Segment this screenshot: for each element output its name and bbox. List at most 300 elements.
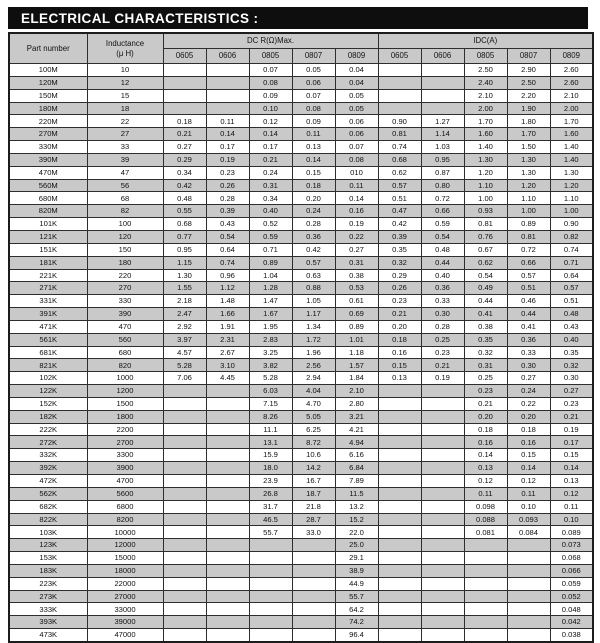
part-number-cell: 473K	[9, 629, 87, 642]
part-number-cell: 150M	[9, 89, 87, 102]
dcr-value-cell: 0.11	[335, 179, 378, 192]
col-header-inductance	[87, 33, 163, 64]
dcr-value-cell: 0.31	[249, 179, 292, 192]
idc-value-cell: 0.11	[464, 487, 507, 500]
idc-value-cell: 0.57	[378, 179, 421, 192]
table-row	[9, 629, 593, 642]
size-header-idc-0606: 0606	[421, 49, 464, 64]
dcr-value-cell: 10.6	[292, 449, 335, 462]
idc-value-cell: 0.14	[464, 449, 507, 462]
part-number-cell: 470M	[9, 166, 87, 179]
inductance-label-line1: Inductance	[105, 38, 145, 48]
dcr-value-cell	[249, 539, 292, 552]
dcr-value-cell: 25.0	[335, 539, 378, 552]
table-row	[9, 487, 593, 500]
inductance-cell: 180	[87, 256, 163, 269]
part-number-cell: 682K	[9, 500, 87, 513]
idc-value-cell	[464, 577, 507, 590]
idc-value-cell	[378, 500, 421, 513]
dcr-value-cell	[163, 577, 206, 590]
dcr-value-cell: 0.26	[206, 179, 249, 192]
dcr-value-cell	[249, 552, 292, 565]
inductance-cell: 39	[87, 153, 163, 166]
idc-value-cell: 0.098	[464, 500, 507, 513]
dcr-value-cell	[206, 385, 249, 398]
part-number-cell: 271K	[9, 282, 87, 295]
idc-value-cell: 0.15	[507, 449, 550, 462]
part-number-cell: 681K	[9, 346, 87, 359]
idc-value-cell: 2.60	[550, 64, 593, 77]
idc-value-cell	[378, 397, 421, 410]
dcr-value-cell: 1.05	[292, 295, 335, 308]
inductance-cell: 27000	[87, 590, 163, 603]
idc-value-cell	[378, 89, 421, 102]
dcr-value-cell	[206, 629, 249, 642]
idc-value-cell: 0.048	[550, 603, 593, 616]
table-row	[9, 385, 593, 398]
dcr-value-cell: 0.63	[292, 269, 335, 282]
dcr-value-cell: 0.22	[335, 230, 378, 243]
inductance-cell: 18	[87, 102, 163, 115]
dcr-value-cell: 0.39	[206, 205, 249, 218]
idc-value-cell: 0.44	[507, 308, 550, 321]
idc-value-cell	[421, 513, 464, 526]
dcr-value-cell: 3.82	[249, 359, 292, 372]
dcr-value-cell: 13.1	[249, 436, 292, 449]
inductance-cell: 560	[87, 333, 163, 346]
part-number-cell: 270M	[9, 128, 87, 141]
dcr-value-cell: 31.7	[249, 500, 292, 513]
idc-value-cell: 0.19	[550, 423, 593, 436]
part-number-cell: 560M	[9, 179, 87, 192]
dcr-value-cell: 38.9	[335, 564, 378, 577]
inductance-cell: 6800	[87, 500, 163, 513]
idc-value-cell: 1.90	[507, 102, 550, 115]
idc-value-cell: 1.20	[550, 179, 593, 192]
part-number-cell: 221K	[9, 269, 87, 282]
idc-value-cell	[378, 410, 421, 423]
idc-value-cell: 0.27	[507, 372, 550, 385]
idc-value-cell: 1.20	[464, 166, 507, 179]
idc-value-cell: 0.54	[464, 269, 507, 282]
dcr-value-cell: 0.24	[249, 166, 292, 179]
dcr-value-cell: 0.38	[335, 269, 378, 282]
part-number-cell: 330M	[9, 141, 87, 154]
idc-value-cell: 0.093	[507, 513, 550, 526]
dcr-value-cell: 0.48	[163, 192, 206, 205]
inductance-cell: 47	[87, 166, 163, 179]
table-row	[9, 539, 593, 552]
part-number-cell: 471K	[9, 320, 87, 333]
idc-value-cell: 0.059	[550, 577, 593, 590]
dcr-value-cell: 46.5	[249, 513, 292, 526]
dcr-value-cell: 0.14	[292, 153, 335, 166]
dcr-value-cell: 15.2	[335, 513, 378, 526]
idc-value-cell: 0.16	[507, 436, 550, 449]
idc-value-cell: 0.20	[464, 410, 507, 423]
inductance-cell: 10	[87, 64, 163, 77]
dcr-value-cell: 23.9	[249, 475, 292, 488]
idc-value-cell: 0.87	[421, 166, 464, 179]
dcr-value-cell: 0.06	[335, 128, 378, 141]
idc-value-cell	[507, 577, 550, 590]
dcr-value-cell: 4.70	[292, 397, 335, 410]
dcr-value-cell	[163, 436, 206, 449]
dcr-value-cell: 0.69	[335, 308, 378, 321]
idc-value-cell	[378, 385, 421, 398]
dcr-value-cell: 0.05	[292, 64, 335, 77]
dcr-value-cell: 0.89	[335, 320, 378, 333]
inductance-cell: 1500	[87, 397, 163, 410]
dcr-value-cell: 5.28	[249, 372, 292, 385]
idc-value-cell: 0.28	[421, 320, 464, 333]
dcr-value-cell: 0.53	[335, 282, 378, 295]
electrical-characteristics-table	[8, 32, 594, 643]
dcr-value-cell: 55.7	[335, 590, 378, 603]
dcr-value-cell: 33.0	[292, 526, 335, 539]
part-number-cell: 223K	[9, 577, 87, 590]
inductance-cell: 120	[87, 230, 163, 243]
idc-value-cell: 0.38	[464, 320, 507, 333]
idc-value-cell	[421, 500, 464, 513]
part-number-cell: 562K	[9, 487, 87, 500]
dcr-value-cell: 0.04	[335, 76, 378, 89]
inductance-cell: 15	[87, 89, 163, 102]
table-row	[9, 153, 593, 166]
idc-value-cell: 0.32	[550, 359, 593, 372]
dcr-value-cell	[206, 64, 249, 77]
dcr-value-cell: 1.18	[335, 346, 378, 359]
section-title-bar	[8, 7, 588, 29]
table-row	[9, 564, 593, 577]
dcr-value-cell: 0.27	[163, 141, 206, 154]
part-number-cell: 820M	[9, 205, 87, 218]
col-group-dc-resistance: DC R(Ω)Max.	[163, 33, 378, 49]
idc-value-cell	[421, 629, 464, 642]
dcr-value-cell: 0.05	[335, 89, 378, 102]
part-number-cell: 561K	[9, 333, 87, 346]
dcr-value-cell	[206, 449, 249, 462]
idc-value-cell: 0.72	[507, 243, 550, 256]
table-row	[9, 205, 593, 218]
idc-value-cell: 0.42	[378, 218, 421, 231]
idc-value-cell	[421, 590, 464, 603]
idc-value-cell: 0.46	[507, 295, 550, 308]
inductance-cell: 220	[87, 269, 163, 282]
dcr-value-cell: 1.48	[206, 295, 249, 308]
size-header-dcr-0606: 0606	[206, 49, 249, 64]
dcr-value-cell: 1.95	[249, 320, 292, 333]
dcr-value-cell	[292, 577, 335, 590]
table-row	[9, 282, 593, 295]
idc-value-cell: 0.51	[550, 295, 593, 308]
idc-value-cell	[464, 590, 507, 603]
size-header-dcr-0805: 0805	[249, 49, 292, 64]
dcr-value-cell: 1.55	[163, 282, 206, 295]
idc-value-cell: 0.12	[507, 475, 550, 488]
part-number-cell: 181K	[9, 256, 87, 269]
idc-value-cell: 0.10	[507, 500, 550, 513]
inductance-cell: 47000	[87, 629, 163, 642]
idc-value-cell	[421, 397, 464, 410]
dcr-value-cell: 0.42	[292, 243, 335, 256]
dcr-value-cell: 0.11	[206, 115, 249, 128]
dcr-value-cell: 7.06	[163, 372, 206, 385]
idc-value-cell	[378, 526, 421, 539]
idc-value-cell: 0.21	[378, 308, 421, 321]
inductance-cell: 18000	[87, 564, 163, 577]
dcr-value-cell	[163, 616, 206, 629]
idc-value-cell: 0.26	[378, 282, 421, 295]
idc-value-cell	[378, 616, 421, 629]
section-title: ELECTRICAL CHARACTERISTICS :	[21, 10, 259, 26]
idc-value-cell: 0.68	[378, 153, 421, 166]
dcr-value-cell: 0.19	[206, 153, 249, 166]
idc-value-cell: 0.33	[507, 346, 550, 359]
idc-value-cell	[421, 423, 464, 436]
inductance-cell: 33	[87, 141, 163, 154]
dcr-value-cell	[163, 629, 206, 642]
dcr-value-cell: 0.12	[249, 115, 292, 128]
idc-value-cell	[378, 102, 421, 115]
idc-value-cell	[421, 616, 464, 629]
table-row	[9, 423, 593, 436]
dcr-value-cell: 0.14	[335, 192, 378, 205]
dcr-value-cell: 0.68	[163, 218, 206, 231]
inductance-cell: 68	[87, 192, 163, 205]
dcr-value-cell	[292, 616, 335, 629]
idc-value-cell	[421, 410, 464, 423]
dcr-value-cell: 010	[335, 166, 378, 179]
inductance-cell: 2700	[87, 436, 163, 449]
idc-value-cell	[421, 603, 464, 616]
dcr-value-cell: 7.15	[249, 397, 292, 410]
dcr-value-cell: 0.77	[163, 230, 206, 243]
dcr-value-cell: 44.9	[335, 577, 378, 590]
part-number-cell: 120M	[9, 76, 87, 89]
table-row	[9, 269, 593, 282]
dcr-value-cell: 22.0	[335, 526, 378, 539]
table-row	[9, 141, 593, 154]
inductance-cell: 470	[87, 320, 163, 333]
dcr-value-cell	[163, 76, 206, 89]
idc-value-cell: 0.15	[378, 359, 421, 372]
dcr-value-cell: 11.5	[335, 487, 378, 500]
dcr-value-cell: 28.7	[292, 513, 335, 526]
dcr-value-cell: 0.54	[206, 230, 249, 243]
table-row	[9, 346, 593, 359]
idc-value-cell: 0.82	[550, 230, 593, 243]
dcr-value-cell: 2.80	[335, 397, 378, 410]
table-row	[9, 513, 593, 526]
idc-value-cell: 0.74	[378, 141, 421, 154]
table-row	[9, 526, 593, 539]
dcr-value-cell: 0.55	[163, 205, 206, 218]
dcr-value-cell: 18.0	[249, 462, 292, 475]
idc-value-cell	[378, 462, 421, 475]
dcr-value-cell: 1.28	[249, 282, 292, 295]
inductance-cell: 33000	[87, 603, 163, 616]
inductance-cell: 3300	[87, 449, 163, 462]
dcr-value-cell: 0.14	[249, 128, 292, 141]
dcr-value-cell: 7.89	[335, 475, 378, 488]
table-row	[9, 475, 593, 488]
table-row	[9, 449, 593, 462]
idc-value-cell: 0.30	[507, 359, 550, 372]
size-header-dcr-0809: 0809	[335, 49, 378, 64]
idc-value-cell: 1.30	[507, 166, 550, 179]
idc-value-cell: 0.35	[378, 243, 421, 256]
dcr-value-cell	[206, 513, 249, 526]
dcr-value-cell: 3.25	[249, 346, 292, 359]
dcr-value-cell	[206, 436, 249, 449]
idc-value-cell: 0.13	[464, 462, 507, 475]
dcr-value-cell	[163, 423, 206, 436]
table-row	[9, 128, 593, 141]
header-row-groups	[9, 33, 593, 49]
idc-value-cell: 0.088	[464, 513, 507, 526]
dcr-value-cell: 2.92	[163, 320, 206, 333]
part-number-cell: 180M	[9, 102, 87, 115]
size-header-dcr-0605: 0605	[163, 49, 206, 64]
dcr-value-cell	[163, 500, 206, 513]
idc-value-cell	[507, 629, 550, 642]
dcr-value-cell: 16.7	[292, 475, 335, 488]
dcr-value-cell: 0.95	[163, 243, 206, 256]
dcr-value-cell: 2.67	[206, 346, 249, 359]
inductance-cell: 8200	[87, 513, 163, 526]
idc-value-cell: 1.14	[421, 128, 464, 141]
idc-value-cell: 1.40	[550, 141, 593, 154]
idc-value-cell: 0.14	[507, 462, 550, 475]
dcr-value-cell: 0.28	[292, 218, 335, 231]
idc-value-cell: 0.25	[464, 372, 507, 385]
part-number-cell: 220M	[9, 115, 87, 128]
idc-value-cell: 0.23	[464, 385, 507, 398]
dcr-value-cell: 1.15	[163, 256, 206, 269]
dcr-value-cell	[163, 89, 206, 102]
idc-value-cell: 0.16	[378, 346, 421, 359]
idc-value-cell: 1.00	[550, 205, 593, 218]
inductance-cell: 1200	[87, 385, 163, 398]
idc-value-cell	[378, 539, 421, 552]
idc-value-cell: 0.22	[507, 397, 550, 410]
idc-value-cell	[507, 603, 550, 616]
dcr-value-cell: 0.05	[335, 102, 378, 115]
idc-value-cell: 0.43	[550, 320, 593, 333]
table-row	[9, 308, 593, 321]
dcr-value-cell	[292, 629, 335, 642]
inductance-cell: 10000	[87, 526, 163, 539]
idc-value-cell	[421, 462, 464, 475]
idc-value-cell	[421, 487, 464, 500]
idc-value-cell	[421, 539, 464, 552]
idc-value-cell	[378, 64, 421, 77]
table-row	[9, 64, 593, 77]
idc-value-cell: 1.80	[507, 115, 550, 128]
dcr-value-cell	[249, 629, 292, 642]
idc-value-cell	[378, 76, 421, 89]
idc-value-cell: 0.57	[507, 269, 550, 282]
idc-value-cell	[378, 449, 421, 462]
dcr-value-cell: 1.30	[163, 269, 206, 282]
size-header-dcr-0807: 0807	[292, 49, 335, 64]
dcr-value-cell: 2.18	[163, 295, 206, 308]
idc-value-cell: 0.39	[378, 230, 421, 243]
dcr-value-cell	[206, 410, 249, 423]
idc-value-cell: 0.32	[378, 256, 421, 269]
idc-value-cell: 0.95	[421, 153, 464, 166]
idc-value-cell: 0.30	[421, 308, 464, 321]
idc-value-cell: 0.80	[421, 179, 464, 192]
idc-value-cell: 1.50	[507, 141, 550, 154]
idc-value-cell: 0.59	[421, 218, 464, 231]
idc-value-cell: 2.50	[464, 64, 507, 77]
dcr-value-cell: 0.28	[206, 192, 249, 205]
dcr-value-cell: 0.61	[335, 295, 378, 308]
part-number-cell: 392K	[9, 462, 87, 475]
table-row	[9, 603, 593, 616]
idc-value-cell: 0.21	[464, 397, 507, 410]
inductance-cell: 22000	[87, 577, 163, 590]
idc-value-cell: 0.18	[378, 333, 421, 346]
dcr-value-cell: 0.08	[335, 153, 378, 166]
part-number-cell: 121K	[9, 230, 87, 243]
dcr-value-cell: 21.8	[292, 500, 335, 513]
idc-value-cell: 1.40	[550, 153, 593, 166]
inductance-cell: 330	[87, 295, 163, 308]
dcr-value-cell: 0.08	[292, 102, 335, 115]
dcr-value-cell: 1.47	[249, 295, 292, 308]
idc-value-cell: 0.21	[550, 410, 593, 423]
dcr-value-cell: 18.7	[292, 487, 335, 500]
inductance-cell: 12000	[87, 539, 163, 552]
idc-value-cell: 2.00	[464, 102, 507, 115]
dcr-value-cell: 0.42	[163, 179, 206, 192]
idc-value-cell	[507, 616, 550, 629]
table-header	[9, 33, 593, 64]
idc-value-cell	[507, 539, 550, 552]
idc-value-cell	[507, 590, 550, 603]
idc-value-cell: 1.10	[550, 192, 593, 205]
dcr-value-cell: 4.57	[163, 346, 206, 359]
dcr-value-cell	[163, 564, 206, 577]
part-number-cell: 153K	[9, 552, 87, 565]
inductance-cell: 680	[87, 346, 163, 359]
dcr-value-cell: 1.57	[335, 359, 378, 372]
dcr-value-cell	[249, 590, 292, 603]
dcr-value-cell: 2.10	[335, 385, 378, 398]
table-row	[9, 243, 593, 256]
idc-value-cell: 0.13	[378, 372, 421, 385]
part-number-cell: 821K	[9, 359, 87, 372]
idc-value-cell: 0.27	[550, 385, 593, 398]
inductance-cell: 390	[87, 308, 163, 321]
inductance-cell: 270	[87, 282, 163, 295]
table-row	[9, 256, 593, 269]
dcr-value-cell: 0.13	[292, 141, 335, 154]
inductance-cell: 1800	[87, 410, 163, 423]
table-row	[9, 500, 593, 513]
dcr-value-cell: 1.66	[206, 308, 249, 321]
idc-value-cell: 0.36	[507, 333, 550, 346]
idc-value-cell: 0.89	[507, 218, 550, 231]
dcr-value-cell: 0.18	[163, 115, 206, 128]
idc-value-cell	[421, 76, 464, 89]
part-number-cell: 222K	[9, 423, 87, 436]
idc-value-cell	[421, 526, 464, 539]
idc-value-cell: 0.81	[464, 218, 507, 231]
